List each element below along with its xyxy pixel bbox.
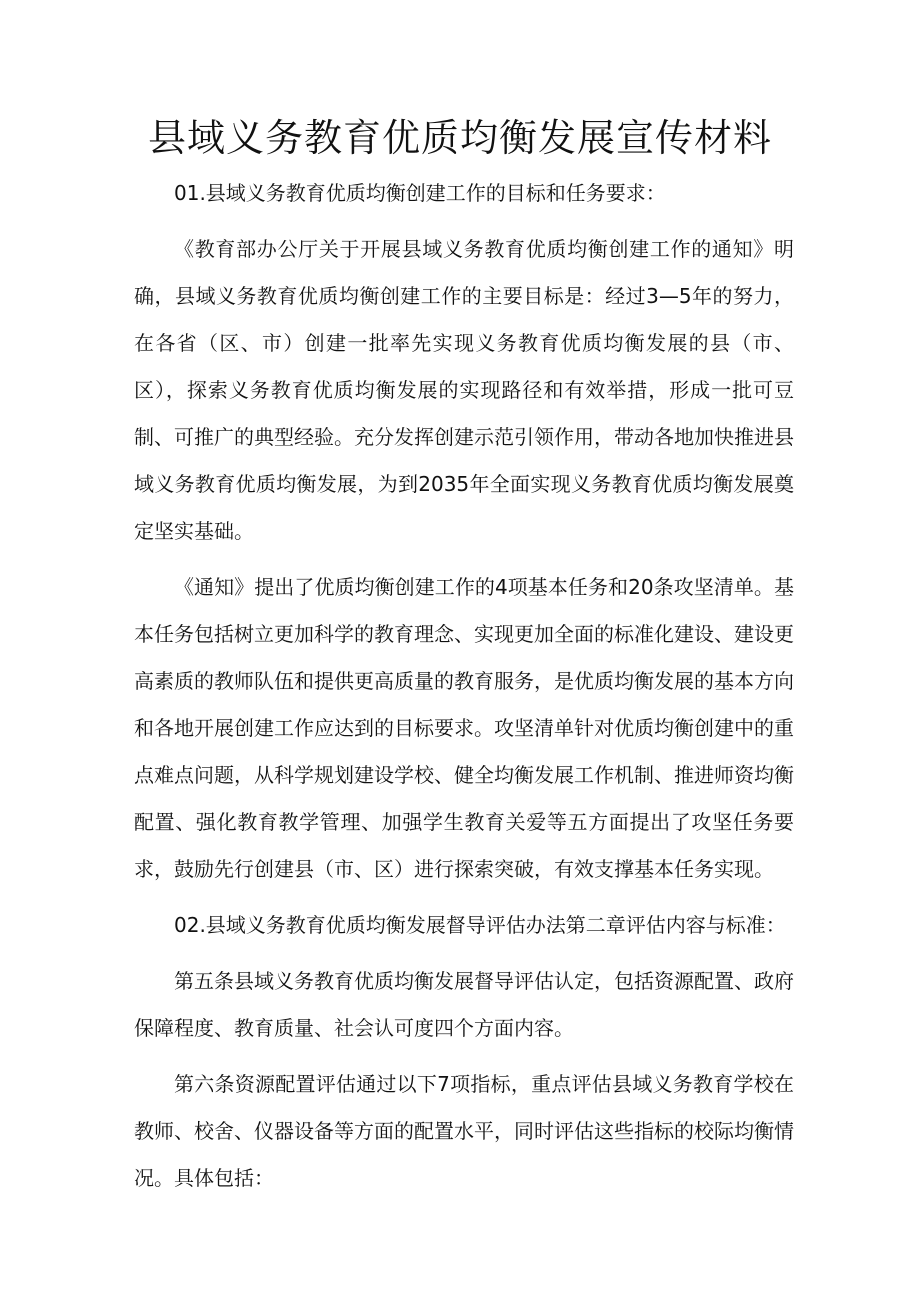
section-heading-01: 01.县域义务教育优质均衡创建工作的目标和任务要求： bbox=[174, 181, 666, 205]
document-title: 县域义务教育优质均衡发展宣传材料 bbox=[147, 116, 772, 160]
paragraph-tasks: 《通知》提出了优质均衡创建工作的4项基本任务和20条攻坚清单。基本任务包括树立更加科学的教育理念、实现更加全面的标准化建设、建设更高素质的教师队伍和提供更高质量的教育服务，是优质均衡发展的基本方向和各地开展创建工作应达到的目标要求。攻坚清单针对优质均衡创建中的重点难点问题，从科学规划建设学校、健全均衡发展工作机制、推进师资均衡配置、强化教育教学管理、加强学生教育关爱等五方面提出了攻坚任务要求，鼓励先行创建县（市、区）进行探索突破，有效支撑基本任务实现。 bbox=[134, 575, 794, 881]
paragraph-goals: 《教育部办公厅关于开展县域义务教育优质均衡创建工作的通知》明确，县域义务教育优质均衡创建工作的主要目标是：经过3—5年的努力，在各省（区、市）创建一批率先实现义务教育优质均衡发展的县（市、区），探索义务教育优质均衡发展的实现路径和有效举措，形成一批可豆制、可推广的典型经验。充分发挥创建示范引领作用，带动各地加快推进县域义务教育优质均衡发展，为到2035年全面实现义务教育优质均衡发展奠定坚实基础。 bbox=[134, 237, 794, 543]
section-heading-02: 02.县域义务教育优质均衡发展督导评估办法第二章评估内容与标准： bbox=[174, 913, 786, 937]
paragraph-article-5: 第五条县域义务教育优质均衡发展督导评估认定，包括资源配置、政府保障程度、教育质量、社会认可度四个方面内容。 bbox=[134, 969, 794, 1040]
paragraph-article-6: 第六条资源配置评估通过以下7项指标，重点评估县域义务教育学校在教师、校舍、仪器设备等方面的配置水平，同时评估这些指标的校际均衡情况。具体包括： bbox=[134, 1072, 794, 1190]
document-body bbox=[134, 170, 794, 1211]
